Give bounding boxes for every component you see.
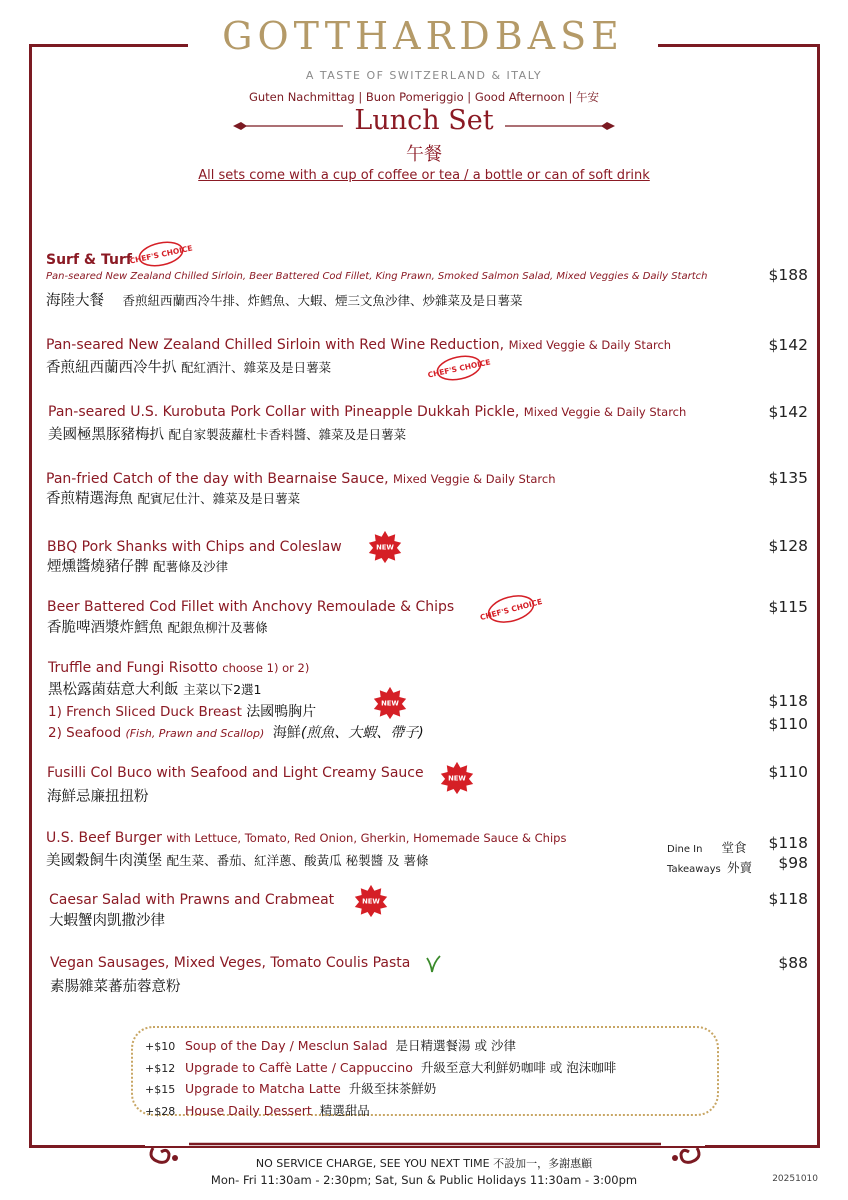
risotto-option-seafood: 2) Seafood (Fish, Prawn and Scallop) 海鮮(煎魚、大蝦、帶子)	[48, 725, 424, 741]
greeting: Guten Nachmittag | Buon Pomeriggio | Good Afternoon | 午安	[248, 90, 600, 104]
takeaway-price: $98	[778, 854, 808, 872]
add-on-row: +$28 House Daily Dessert 精選甜品	[145, 1102, 370, 1118]
item-name: U.S. Beef Burger with Lettuce, Tomato, Red Onion, Gherkin, Homemade Sauce & Chips	[46, 830, 567, 846]
item-price: $118	[768, 890, 808, 908]
menu-title: Lunch Set	[354, 105, 494, 136]
svg-text:CHEF'S CHOICE: CHEF'S CHOICE	[128, 243, 194, 266]
svg-text:NEW: NEW	[376, 543, 394, 552]
set-includes-note: All sets come with a cup of coffee or tea / a bottle or can of soft drink	[198, 168, 650, 183]
svg-text:CHEF'S CHOICE: CHEF'S CHOICE	[426, 357, 492, 380]
add-on-row: +$10 Soup of the Day / Mesclun Salad 是日精選餐湯 或 沙律	[145, 1038, 516, 1053]
item-price: $110	[768, 763, 808, 781]
item-price: $142	[768, 336, 808, 354]
item-name: Surf & Turf	[46, 252, 132, 268]
new-badge	[354, 884, 388, 918]
new-badge	[440, 761, 474, 795]
item-name-zh: 素腸雜菜蕃茄蓉意粉	[50, 979, 181, 995]
item-name-zh: 黑松露菌菇意大利飯 主菜以下2選1	[48, 682, 262, 698]
item-name-zh: 香煎紐西蘭西冷牛扒 配紅酒汁、雜菜及是日薯菜	[46, 360, 332, 376]
item-name: Caesar Salad with Prawns and Crabmeat	[49, 892, 335, 908]
item-price: $188	[768, 266, 808, 284]
menu-title-zh: 午餐	[406, 144, 442, 165]
new-badge	[373, 686, 407, 720]
item-name: Pan-seared U.S. Kurobuta Pork Collar with Pineapple Dukkah Pickle, Mixed Veggie & Daily Starch	[48, 404, 687, 420]
item-name-zh: 煙燻醬燒豬仔髀 配薯條及沙律	[47, 559, 229, 575]
brand-logo: GOTTHARDBASE	[222, 14, 624, 58]
item-price: $142	[768, 403, 808, 421]
chefs-choice-badge	[128, 238, 194, 270]
item-name-zh: 大蝦蟹肉凱撒沙律	[49, 913, 165, 929]
item-name: Truffle and Fungi Risotto choose 1) or 2)	[48, 660, 310, 676]
item-name: BBQ Pork Shanks with Chips and Coleslaw	[47, 539, 342, 555]
svg-text:CHEF'S CHOICE: CHEF'S CHOICE	[479, 596, 544, 623]
chefs-choice-badge	[426, 352, 492, 384]
takeaway-label: Takeaways 外賣	[667, 860, 753, 875]
item-price: $110	[768, 715, 808, 733]
add-ons-box	[131, 1026, 719, 1116]
item-name: Fusilli Col Buco with Seafood and Light Creamy Sauce	[47, 765, 424, 781]
item-name: Pan-seared New Zealand Chilled Sirloin with Red Wine Reduction, Mixed Veggie & Daily Starch	[46, 337, 672, 353]
item-name: Pan-fried Catch of the day with Bearnaise Sauce, Mixed Veggie & Daily Starch	[46, 471, 556, 487]
dine-in-price: $118	[768, 834, 808, 852]
item-price: $118	[768, 692, 808, 710]
vegan-leaf-icon	[425, 954, 441, 974]
item-name: Beer Battered Cod Fillet with Anchovy Remoulade & Chips	[47, 599, 455, 615]
risotto-option-duck: 1) French Sliced Duck Breast 法國鴨胸片	[48, 704, 317, 720]
item-description: Pan-seared New Zealand Chilled Sirloin, Beer Battered Cod Fillet, King Prawn, Smoked Salmon Salad, Mixed Veggies & Daily Startch	[46, 271, 708, 282]
dine-in-label: Dine In 堂食	[667, 840, 747, 855]
item-name-zh: 美國穀飼牛肉漢堡 配生菜、番茄、紅洋蔥、酸黃瓜 秘製醬 及 薯條	[46, 853, 429, 869]
item-name-zh: 美國極黑豚豬梅扒 配自家製菠蘿杜卡香料醬、雜菜及是日薯菜	[48, 427, 407, 443]
item-price: $88	[778, 954, 808, 972]
add-on-row: +$15 Upgrade to Matcha Latte 升級至抹茶鮮奶	[145, 1081, 437, 1096]
svg-text:NEW: NEW	[381, 699, 399, 708]
chefs-choice-badge	[479, 592, 544, 626]
item-price: $115	[768, 598, 808, 616]
svg-text:NEW: NEW	[362, 897, 380, 906]
opening-hours: Mon- Fri 11:30am - 2:30pm; Sat, Sun & Public Holidays 11:30am - 3:00pm	[210, 1173, 638, 1187]
item-name: Vegan Sausages, Mixed Veges, Tomato Coulis Pasta	[50, 955, 411, 971]
svg-text:NEW: NEW	[448, 774, 466, 783]
item-name-zh: 香煎精選海魚 配賓尼仕汁、雜菜及是日薯菜	[46, 491, 301, 507]
add-on-row: +$12 Upgrade to Caffè Latte / Cappuccino 升級至意大利鮮奶咖啡 或 泡沫咖啡	[145, 1059, 617, 1075]
menu-date: 20251010	[772, 1174, 818, 1184]
item-price: $128	[768, 537, 808, 555]
tagline: A TASTE OF SWITZERLAND & ITALY	[305, 69, 543, 82]
item-name-zh: 海鮮忌廉扭扭粉	[47, 789, 149, 805]
new-badge	[368, 530, 402, 564]
item-price: $135	[768, 469, 808, 487]
item-name-zh: 香脆啤酒漿炸鱈魚 配銀魚柳汁及薯條	[47, 620, 268, 636]
item-name-zh: 海陸大餐 香煎紐西蘭西冷牛排、炸鱈魚、大蝦、煙三文魚沙律、炒雜菜及是日薯菜	[46, 293, 523, 309]
footer-note: NO SERVICE CHARGE, SEE YOU NEXT TIME 不設加一，多謝惠顧	[255, 1157, 593, 1170]
right-ornament	[505, 120, 615, 132]
